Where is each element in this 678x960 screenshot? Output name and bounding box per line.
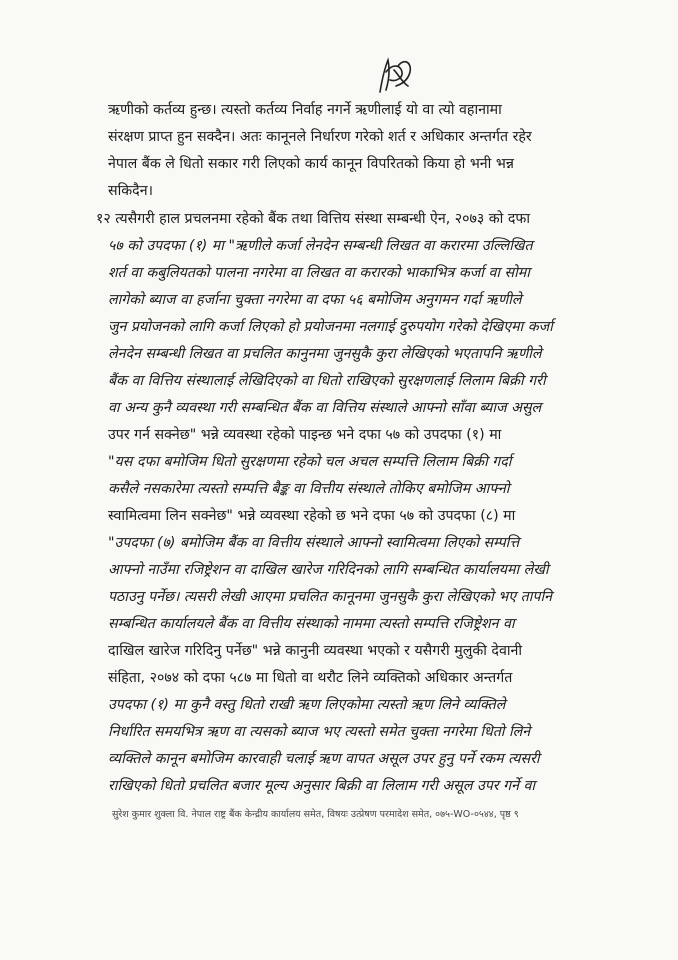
text-line: शर्त वा कबुलियतको पालना नगरेमा वा लिखत वा करारको भाकाभित्र कर्जा वा सोमा [108,265,530,281]
text-line: व्यक्तिले कानून बमोजिम कारवाही चलाई ऋण वापत असूल उपर हुनु पर्ने रकम त्यसरी [108,751,540,767]
text-line: संरक्षण प्राप्त हुन सक्दैन। अतः कानूनले निर्धारण गरेको शर्त र अधिकार अन्तर्गत रहेर [108,129,532,145]
text-line: उपदफा (१) मा कुनै वस्तु धितो राखी ऋण लिएकोमा त्यस्तो ऋण लिने व्यक्तिले [108,697,506,713]
numbered-paragraph-start: १२ त्यसैगरी हाल प्रचलनमा रहेको बैंक तथा वित्तिय संस्था सम्बन्धी ऐन, २०७३ को दफा [96,211,530,227]
text-line: नेपाल बैंक ले धितो सकार गरी लिएको कार्य कानून विपरितको किया हो भनी भन्न [108,156,514,172]
text-line: सम्बन्धित कार्यालयले बैंक वा वित्तीय संस्थाको नाममा त्यस्तो सम्पत्ति रजिष्ट्रेशन वा [108,616,515,632]
text-line: पठाउनु पर्नेछ। त्यसरी लेखी आएमा प्रचलित कानूनमा जुनसुकै कुरा लेखिएको भए तापनि [108,589,553,605]
text-line: स्वामित्वमा लिन सक्नेछ" भन्ने व्यवस्था रहेको छ भने दफा ५७ को उपदफा (८) मा [108,508,516,524]
text-line: संहिता, २०७४ को दफा ५८७ मा धितो वा थरौट लिने व्यक्तिको अधिकार अन्तर्गत [108,670,513,686]
text-line: उपर गर्न सक्नेछ" भन्ने व्यवस्था रहेको पाइन्छ भने दफा ५७ को उपदफा (१) मा [108,427,502,443]
text-line: ५७ को उपदफा (१) मा "ऋणीले कर्जा लेनदेन सम्बन्धी लिखत वा करारमा उल्लिखित [108,238,533,254]
text-line: आफ्नो नाउँमा रजिष्ट्रेशन वा दाखिल खारेज गरिदिनको लागि सम्बन्धित कार्यालयमा लेखी [108,562,549,578]
text-line: लागेको ब्याज वा हर्जाना चुक्ता नगरेमा वा दफा ५६ बमोजिम अनुगमन गर्दा ऋणीले [108,292,522,308]
signature-mark [372,52,418,98]
text-line: "उपदफा (७) बमोजिम बैंक वा वित्तीय संस्थाले आफ्नो स्वामित्वमा लिएको सम्पत्ति [108,535,520,551]
text-line: "यस दफा बमोजिम धितो सुरक्षणमा रहेको चल अचल सम्पत्ति लिलाम बिक्री गर्दा [108,454,512,470]
text-line: दाखिल खारेज गरिदिनु पर्नेछ" भन्ने कानुनी व्यवस्था भएको र यसैगरी मुलुकी देवानी [108,643,523,659]
text-line: राखिएको धितो प्रचलित बजार मूल्य अनुसार बिक्री वा लिलाम गरी असूल उपर गर्ने वा [108,778,536,794]
text-line: कसैले नसकारेमा त्यस्तो सम्पत्ति बैङ्क वा वित्तीय संस्थाले तोकिए बमोजिम आफ्नो [108,481,510,497]
text-line: सकिदैन। [108,183,153,199]
text-line: निर्धारित समयभित्र ऋण वा त्यसको ब्याज भए त्यस्तो समेत चुक्ता नगरेमा धितो लिने [108,724,531,740]
text-line: वा अन्य कुनै व्यवस्था गरी सम्बन्धित बैंक वा वित्तिय संस्थाले आफ्नो साँवा ब्याज असुल [108,400,542,416]
text-line: लेनदेन सम्बन्धी लिखत वा प्रचलित कानुनमा जुनसुकै कुरा लेखिएको भएतापनि ऋणीले [108,346,542,362]
text-line: बैंक वा वित्तिय संस्थालाई लेखिदिएको वा धितो राखिएको सुरक्षणलाई लिलाम बिक्री गरी [108,373,546,389]
case-footer: सुरेश कुमार शुक्ला वि. नेपाल राष्ट्र बैंक केन्द्रीय कार्यालय समेत, विषयः उत्प्रेषण परमादेश समेत, ०७५-WO-०५४४, पृष्ठ ९ [112,809,519,820]
text-line: ऋणीको कर्तव्य हुन्छ। त्यस्तो कर्तव्य निर्वाह नगर्ने ऋणीलाई यो वा त्यो वहानामा [108,102,502,118]
text-line: जुन प्रयोजनको लागि कर्जा लिएको हो प्रयोजनमा नलगाई दुरुपयोग गरेको देखिएमा कर्जा [108,319,553,335]
